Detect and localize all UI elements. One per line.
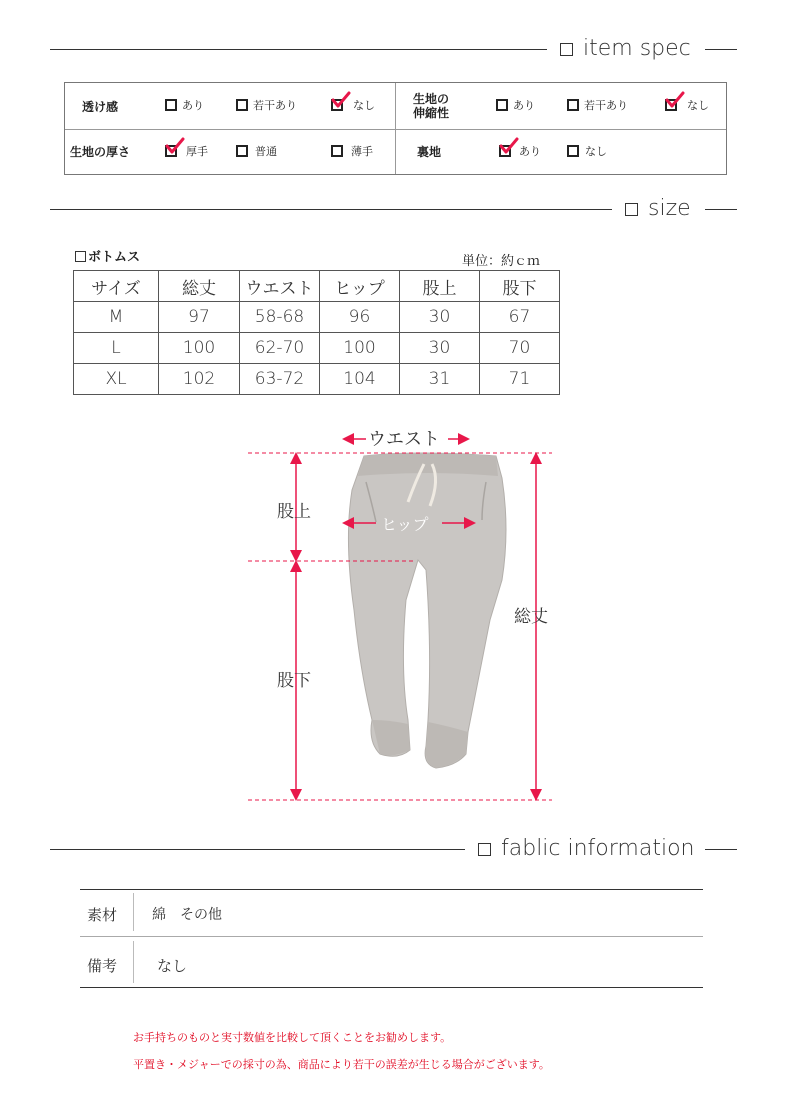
label-length: 総丈 <box>514 607 548 627</box>
item-spec-rule-right <box>705 49 737 50</box>
checkbox[interactable] <box>165 99 177 111</box>
item-spec-rule-left <box>50 49 547 50</box>
size-unit: 単位：約ｃｍ <box>462 254 541 269</box>
spec-label-lining: 裏地 <box>417 145 442 159</box>
spec-label-transparency: 透け感 <box>82 100 119 114</box>
spec-label-thickness: 生地の厚さ <box>70 145 131 159</box>
table-row: XL 102 63-72 104 31 71 <box>74 364 560 395</box>
label-waist: ウエスト <box>368 429 440 450</box>
checkbox[interactable] <box>236 99 248 111</box>
checkbox[interactable] <box>567 99 579 111</box>
check-mark-icon <box>165 137 185 155</box>
label-inseam: 股下 <box>277 671 311 691</box>
notes-value: なし <box>157 957 188 975</box>
fabric-rule-right <box>705 849 737 850</box>
square-icon <box>478 843 491 856</box>
item-spec-heading: item spec <box>560 35 691 63</box>
fabric-table-top <box>80 889 703 890</box>
checkbox[interactable] <box>331 145 343 157</box>
square-icon <box>560 43 573 56</box>
size-rule-right <box>705 209 737 210</box>
size-rule-left <box>50 209 612 210</box>
notes-label: 備考 <box>87 957 118 975</box>
table-row: M 97 58-68 96 30 67 <box>74 302 560 333</box>
check-mark-icon <box>499 137 519 155</box>
spec-label-stretch: 生地の 伸縮性 <box>413 92 450 120</box>
size-table-caption: ボトムス <box>75 246 140 265</box>
table-header-row: サイズ 総丈 ウエスト ヒップ 股上 股下 <box>74 271 560 302</box>
fabric-table-bottom <box>80 987 703 988</box>
square-icon <box>625 203 638 216</box>
checkbox[interactable] <box>236 145 248 157</box>
label-rise: 股上 <box>277 502 311 522</box>
footer-note: お手持ちのものと実寸数値を比較して頂くことをお勧めします。 <box>133 1031 452 1044</box>
footer-note: 平置き・メジャーでの採寸の為、商品により若干の誤差が生じる場合がございます。 <box>133 1058 550 1071</box>
check-mark-icon <box>331 91 351 109</box>
table-row: L 100 62-70 100 30 70 <box>74 333 560 364</box>
checkbox[interactable] <box>496 99 508 111</box>
fabric-rule-left <box>50 849 465 850</box>
square-icon <box>75 251 86 262</box>
size-heading: size <box>625 195 691 223</box>
item-spec-table: 透け感 あり 若干あり なし 生地の 伸縮性 あり 若干あり なし 生地の厚さ 厚手 普通 薄手 裏地 あり なし <box>64 82 727 175</box>
label-hip: ヒップ <box>381 515 429 534</box>
size-table <box>73 270 560 395</box>
material-label: 素材 <box>87 906 118 924</box>
measurement-diagram <box>240 420 570 810</box>
fabric-heading: fablic information <box>478 835 694 863</box>
fabric-table-divider <box>80 936 703 937</box>
check-mark-icon <box>665 91 685 109</box>
checkbox[interactable] <box>567 145 579 157</box>
material-value: 綿 その他 <box>152 907 222 923</box>
